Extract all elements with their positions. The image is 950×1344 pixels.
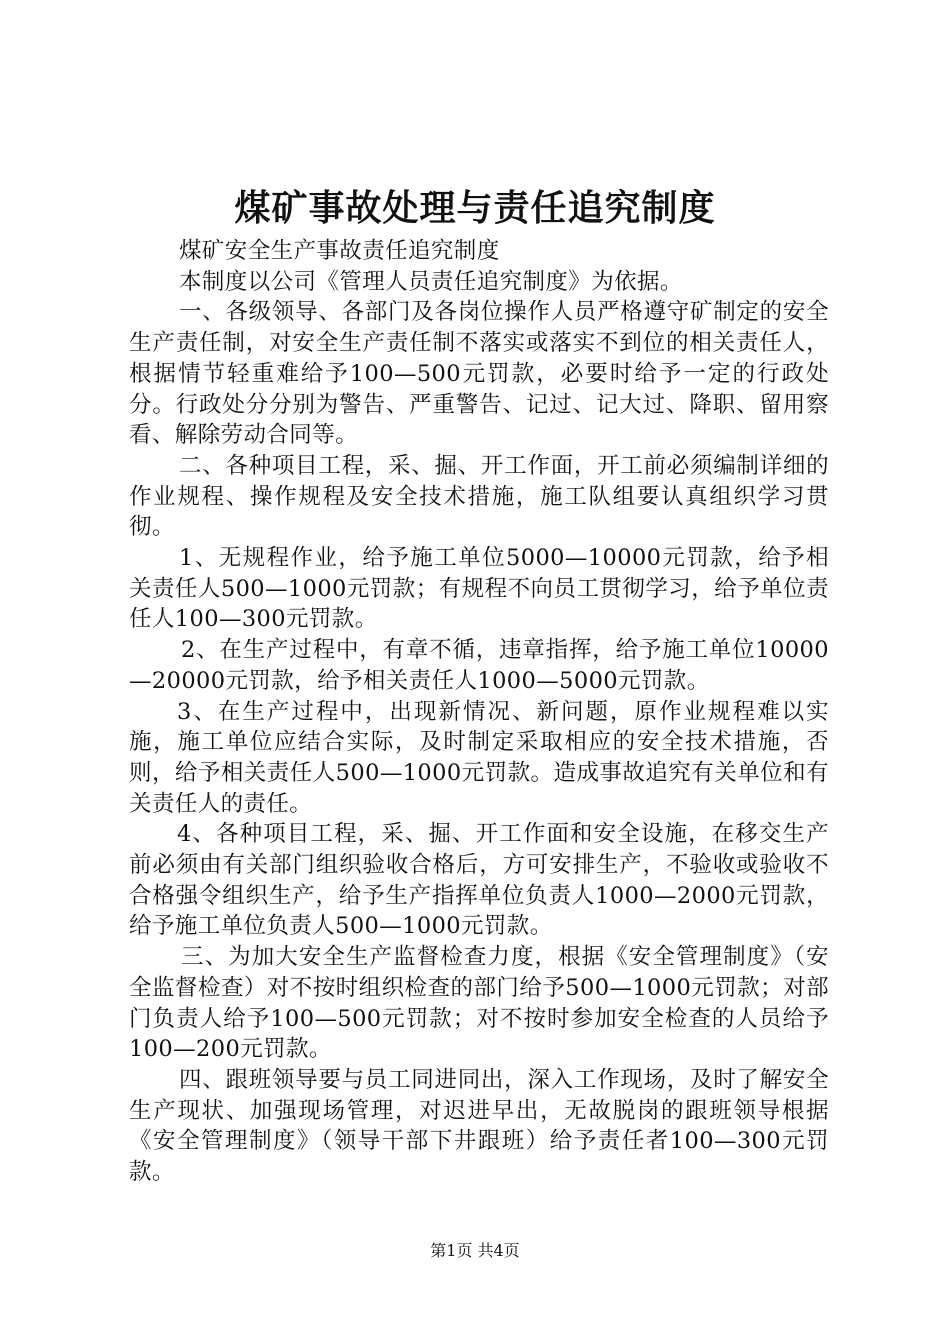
clause-3-paragraph: 3、在生产过程中，出现新情况、新问题，原作业规程难以实施，施工单位应结合实际，及时制定采取相应的安全技术措施，否则，给予相关责任人500—1000元罚款。造成事故追究有关单位和有关责任人的责任。 xyxy=(129,698,829,817)
article-1-paragraph: 一、各级领导、各部门及各岗位操作人员严格遵守矿制定的安全生产责任制，对安全生产责任制不落实或落实不到位的相关责任人，根据情节轻重难给予100—500元罚款，必要时给予一定的行政处分。行政处分分别为警告、严重警告、记过、记大过、降职、留用察看、解除劳动合同等。 xyxy=(129,299,829,449)
article-2-paragraph: 二、各种项目工程，采、掘、开工作面，开工前必须编制详细的作业规程、操作规程及安全技术措施，施工队组要认真组织学习贯彻。 xyxy=(129,452,829,541)
page-footer: 第1页 共4页 xyxy=(430,1241,520,1260)
clause-1-paragraph: 1、无规程作业，给予施工单位5000—10000元罚款，给予相关责任人500—1000元罚款；有规程不向员工贯彻学习，给予单位责任人100—300元罚款。 xyxy=(129,545,829,633)
article-3-paragraph: 三、为加大安全生产监督检查力度，根据《安全管理制度》（安全监督检查）对不按时组织检查的部门给予500—1000元罚款；对部门负责人给予100—500元罚款；对不按时参加安全检查的人员给予100—200元罚款。 xyxy=(129,944,829,1063)
article-4-paragraph: 四、跟班领导要与员工同进同出，深入工作现场，及时了解安全生产现状、加强现场管理，对迟进早出，无故脱岗的跟班领导根据《安全管理制度》（领导干部下井跟班）给予责任者100—300元罚款。 xyxy=(129,1066,829,1186)
clause-2-paragraph: 2、在生产过程中，有章不循，违章指挥，给予施工单位10000—20000元罚款，给予相关责任人1000—5000元罚款。 xyxy=(129,637,829,694)
document-body xyxy=(129,236,829,1188)
document-title: 煤矿事故处理与责任追究制度 xyxy=(234,187,716,229)
basis-paragraph: 本制度以公司《管理人员责任追究制度》为依据。 xyxy=(179,268,683,295)
clause-4-paragraph: 4、各种项目工程，采、掘、开工作面和安全设施，在移交生产前必须由有关部门组织验收合格后，方可安排生产，不验收或验收不合格强令组织生产，给予生产指挥单位负责人1000—2000元罚款，给予施工单位负责人500—1000元罚款。 xyxy=(129,821,829,940)
subtitle-paragraph: 煤矿安全生产事故责任追究制度 xyxy=(179,238,500,264)
